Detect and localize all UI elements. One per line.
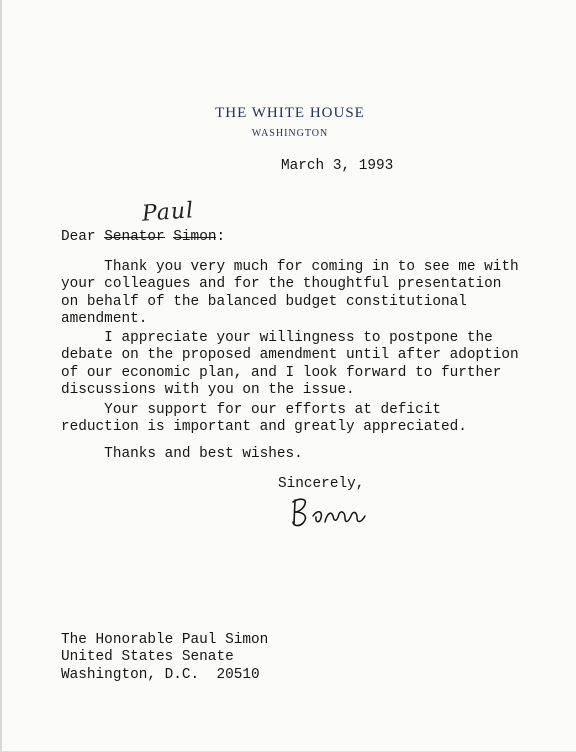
salutation-space xyxy=(165,229,174,245)
paragraph-1: Thank you very much for coming in to see me with your colleagues and for the thoughtful presentation on behalf of the balanced budget constitutional amendment. xyxy=(61,259,519,328)
recipient-line: United States Senate xyxy=(61,649,234,666)
recipient-line: The Honorable Paul Simon xyxy=(61,632,269,648)
letter-date: March 3, 1993 xyxy=(281,158,394,174)
struck-name: Simon xyxy=(173,229,217,245)
handwritten-first-name: Paul xyxy=(141,198,195,227)
paragraph-2: I appreciate your willingness to postpone the debate on the proposed amendment until after adoption of our economic plan, and I look forward to further discussions with you on the issue. xyxy=(61,330,519,399)
letterhead-title: THE WHITE HOUSE xyxy=(215,105,365,121)
recipient-address xyxy=(61,632,268,684)
salutation-prefix: Dear xyxy=(61,229,105,245)
recipient-line: Washington, D.C. 20510 xyxy=(61,666,260,683)
struck-title: Senator xyxy=(104,229,165,245)
salutation xyxy=(61,229,225,246)
letterhead-city: WASHINGTON xyxy=(251,128,329,139)
closing: Sincerely, xyxy=(278,476,365,492)
signature xyxy=(285,492,375,532)
salutation-suffix: : xyxy=(216,229,226,245)
paragraph-3: Your support for our efforts at deficit reduction is important and greatly appreciated. xyxy=(61,402,467,436)
paragraph-4: Thanks and best wishes. xyxy=(61,446,303,462)
